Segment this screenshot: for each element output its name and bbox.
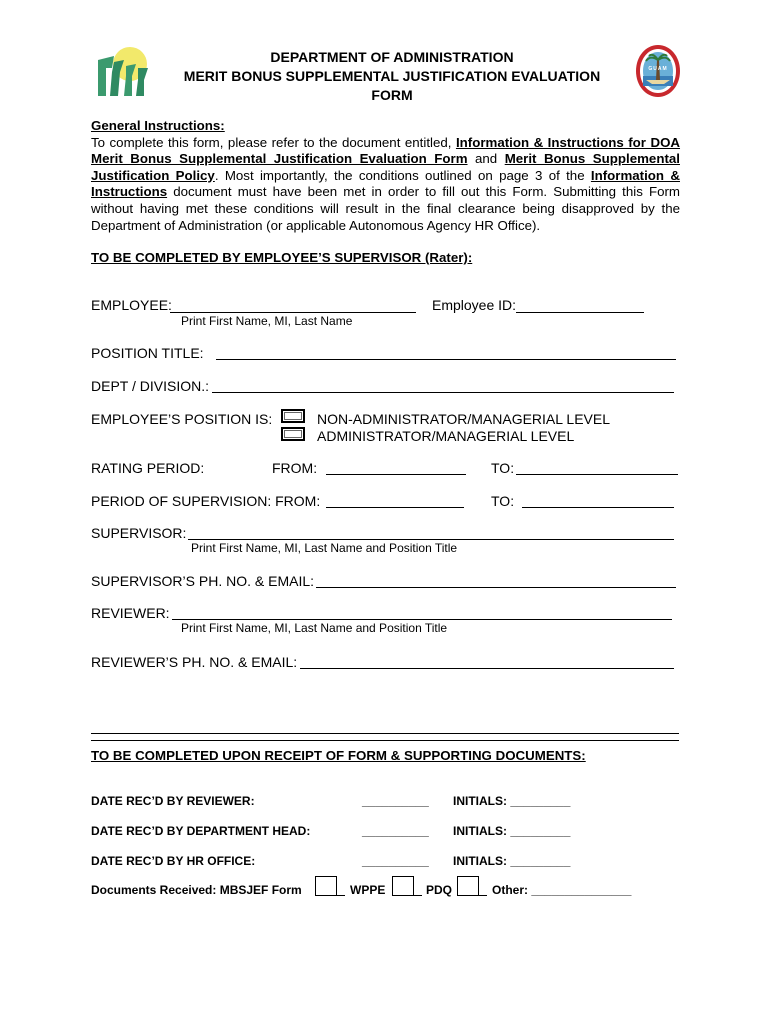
supervisor-field[interactable] [188,539,674,540]
employee-id-label: Employee ID: [432,297,517,313]
rec-reviewer-date-field[interactable]: __________ [362,794,429,808]
rec-hr-office-initials[interactable]: INITIALS: _________ [453,854,571,868]
pdq-label: PDQ [426,883,453,897]
wppe-underline [414,895,422,896]
supervision-to-field[interactable] [522,507,674,508]
reviewer-hint: Print First Name, MI, Last Name and Position Title [181,621,448,635]
wppe-checkbox[interactable] [392,876,414,896]
general-instructions [91,118,680,234]
pdq-underline [479,895,487,896]
pdq-checkbox[interactable] [457,876,479,896]
receipt-section-title: TO BE COMPLETED UPON RECEIPT OF FORM & SUPPORTING DOCUMENTS: [91,748,586,763]
rec-dept-head-date-field[interactable]: __________ [362,824,429,838]
supervision-period-label: PERIOD OF SUPERVISION: FROM: [91,493,321,509]
title-line-3: FORM [371,87,413,103]
rec-hr-office-label: DATE REC’D BY HR OFFICE: [91,854,256,868]
title-line-2: MERIT BONUS SUPPLEMENTAL JUSTIFICATION EVALUATION [183,68,601,84]
rec-hr-office-date-field[interactable]: __________ [362,854,429,868]
non-admin-checkbox[interactable] [281,409,305,423]
instructions-text-4: document must have been met in order to fill out this Form. Submitting this Form without having met these conditions will result in the final clearance being disapproved by the Department of Administration (or applicable Autonomous Agency HR Office). [91,184,680,233]
title-line-1: DEPARTMENT OF ADMINISTRATION [270,49,514,65]
rating-period-label: RATING PERIOD: [91,460,205,476]
rec-dept-head-initials[interactable]: INITIALS: _________ [453,824,571,838]
rec-reviewer-initials[interactable]: INITIALS: _________ [453,794,571,808]
instructions-doc-ref: Information & Instructions [91,167,680,200]
form-title [150,48,634,105]
position-title-label: POSITION TITLE: [91,345,204,361]
seal-text: GUAM [648,66,668,72]
supervision-to-label: TO: [491,493,515,509]
employee-name-field[interactable] [170,312,416,313]
reviewer-contact-field[interactable] [300,668,674,669]
supervisor-label: SUPERVISOR: [91,525,187,541]
reviewer-label: REVIEWER: [91,605,170,621]
admin-checkbox[interactable] [281,427,305,441]
supervisor-hint: Print First Name, MI, Last Name and Position Title [191,541,458,555]
supervisor-contact-field[interactable] [316,587,676,588]
employee-id-field[interactable] [516,312,644,313]
admin-option-label: ADMINISTRATOR/MANAGERIAL LEVEL [317,428,575,444]
supervisor-section-title: TO BE COMPLETED BY EMPLOYEE’S SUPERVISOR (Rater): [91,250,473,265]
rating-from-field[interactable] [326,474,466,475]
rating-to-field[interactable] [516,474,678,475]
rating-to-label: TO: [491,460,515,476]
position-level-label: EMPLOYEE’S POSITION IS: [91,411,273,427]
instructions-policy-title: Merit Bonus Supplemental Justification Policy [91,151,680,183]
reviewer-contact-label: REVIEWER’S PH. NO. & EMAIL: [91,654,298,670]
instructions-text-2: and [467,151,505,167]
rec-dept-head-label: DATE REC’D BY DEPARTMENT HEAD: [91,824,311,838]
employee-label: EMPLOYEE: [91,297,172,313]
instructions-doc-title: Information & Instructions for DOA Merit Bonus Supplemental Justification Evaluation Form [91,134,681,167]
doa-logo-icon [92,46,152,100]
instructions-text-1: To complete this form, please refer to the document entitled, [91,134,456,150]
non-admin-option-label: NON-ADMINISTRATOR/MANAGERIAL LEVEL [317,411,611,427]
instructions-heading: General Instructions: [91,118,225,133]
employee-name-hint: Print First Name, MI, Last Name [181,314,353,328]
section-divider [91,733,679,741]
other-docs-field[interactable]: Other: _______________ [492,883,632,897]
rec-reviewer-label: DATE REC’D BY REVIEWER: [91,794,255,808]
instructions-text-3: . Most importantly, the conditions outlined on page 3 of the [214,167,591,183]
mbsjef-checkbox[interactable] [315,876,337,896]
dept-division-field[interactable] [212,392,674,393]
position-title-field[interactable] [216,359,676,360]
wppe-label: WPPE [350,883,386,897]
reviewer-field[interactable] [172,619,672,620]
dept-division-label: DEPT / DIVISION.: [91,378,209,394]
mbsjef-underline [337,895,345,896]
rating-from-label: FROM: [272,460,318,476]
docs-received-label: Documents Received: MBSJEF Form [91,883,302,897]
supervisor-contact-label: SUPERVISOR’S PH. NO. & EMAIL: [91,573,315,589]
supervision-from-field[interactable] [326,507,464,508]
